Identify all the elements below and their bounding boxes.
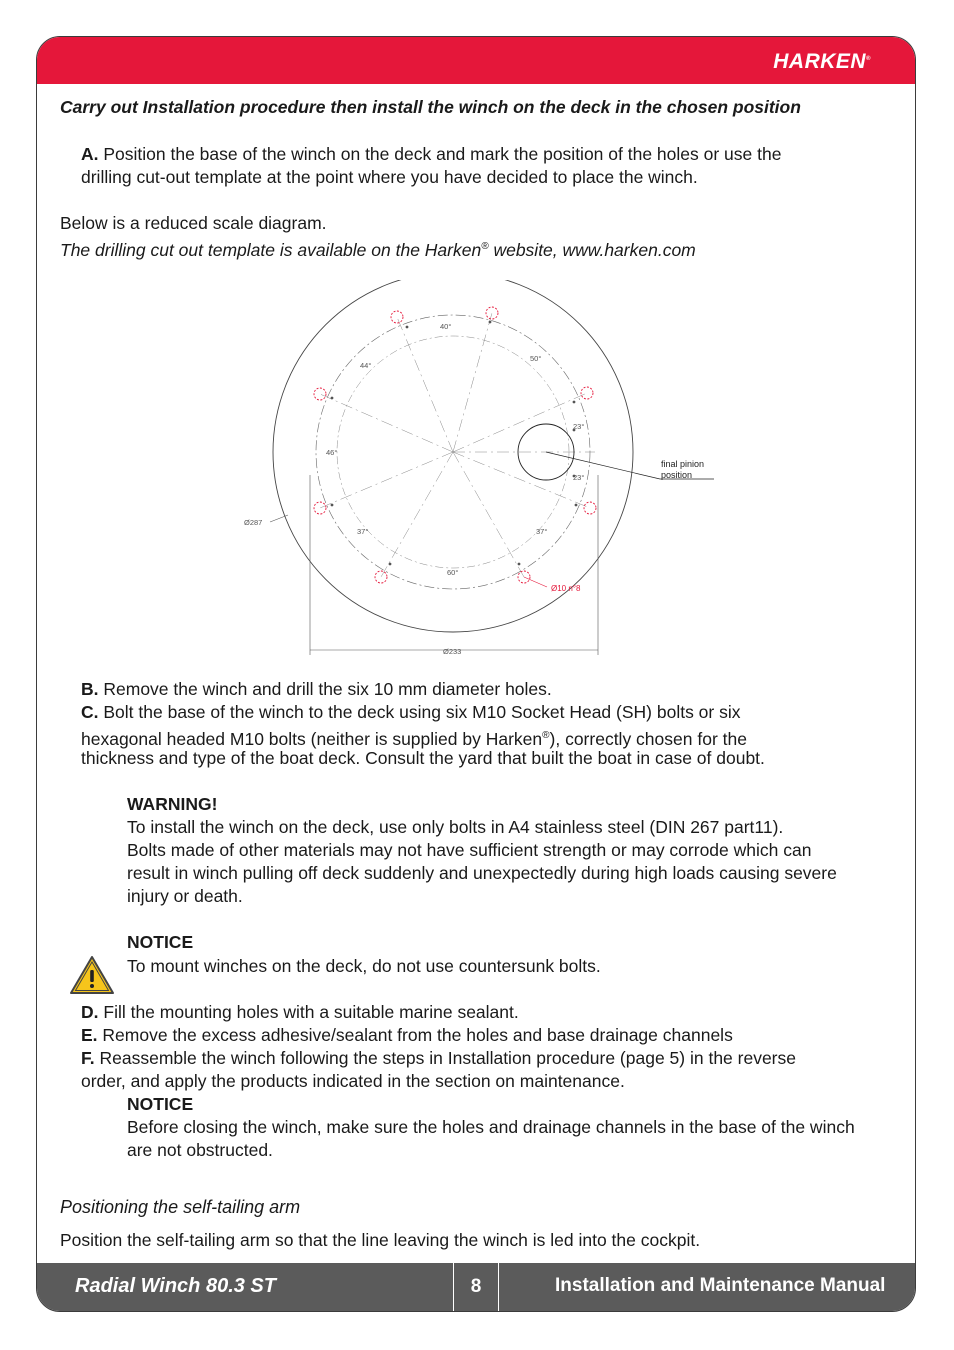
step-e: E. Remove the excess adhesive/sealant from the holes and base drainage channels — [81, 1025, 733, 1045]
section-text: Position the self-tailing arm so that the line leaving the winch is led into the cockpit. — [60, 1230, 701, 1250]
angle-label: 23° — [573, 422, 585, 431]
inner-diameter-label: Ø233 — [443, 647, 462, 656]
intro-heading: Carry out Installation procedure then install the winch on the deck in the chosen position — [60, 97, 801, 117]
step-a: A. Position the base of the winch on the deck and mark the position of the holes or use the — [81, 144, 782, 164]
outer-diameter-label: Ø287 — [244, 518, 263, 527]
warning-line: Bolts made of other materials may not have sufficient strength or may corrode which can — [127, 840, 812, 860]
template-note: The drilling cut out template is available on the Harken® website, www.harken.com — [60, 239, 696, 260]
harken-logo: HARKEN® — [773, 50, 871, 73]
warning-line: result in winch pulling off deck suddenly and unexpectedly during high loads causing severe — [127, 863, 837, 883]
step-c-cont2: thickness and type of the boat deck. Consult the yard that built the boat in case of doubt. — [81, 748, 765, 768]
angle-label: 46° — [326, 448, 338, 457]
angle-label: 50° — [530, 354, 542, 363]
reduced-scale-note: Below is a reduced scale diagram. — [60, 213, 327, 233]
step-a-cont: drilling cut-out template at the point where you have decided to place the winch. — [81, 167, 698, 187]
step-b: B. Remove the winch and drill the six 10 mm diameter holes. — [81, 679, 552, 699]
angle-label: 40° — [440, 322, 452, 331]
notice-text-2: Before closing the winch, make sure the holes and drainage channels in the base of the winch — [127, 1117, 855, 1137]
footer-product-title: Radial Winch 80.3 ST — [75, 1275, 276, 1297]
angle-label: 23° — [573, 473, 585, 482]
drilling-template-diagram — [240, 280, 740, 660]
footer-bar — [37, 1263, 915, 1311]
warning-title: WARNING! — [127, 794, 218, 814]
hole-spec-label: Ø10 n°8 — [551, 584, 581, 593]
header-bar — [37, 37, 915, 84]
pinion-label: final pinion — [661, 459, 705, 469]
section-heading: Positioning the self-tailing arm — [60, 1197, 301, 1217]
angle-label: 37° — [536, 527, 548, 536]
notice-text: To mount winches on the deck, do not use countersunk bolts. — [127, 956, 601, 976]
step-d: D. Fill the mounting holes with a suitable marine sealant. — [81, 1002, 519, 1022]
pinion-leader — [546, 452, 660, 479]
step-c-cont: hexagonal headed M10 bolts (neither is supplied by Harken®), correctly chosen for the — [81, 728, 747, 749]
footer-manual-title: Installation and Maintenance Manual — [555, 1275, 886, 1296]
step-f: F. Reassemble the winch following the steps in Installation procedure (page 5) in the reverse — [81, 1048, 796, 1068]
notice-title-2: NOTICE — [127, 1094, 194, 1114]
step-f-cont: order, and apply the products indicated in the section on maintenance. — [81, 1071, 625, 1091]
notice-title: NOTICE — [127, 932, 194, 952]
pinion-label-2: position — [661, 470, 693, 480]
angle-label: 44° — [360, 361, 372, 370]
angle-label: 60° — [447, 568, 459, 577]
step-c: C. Bolt the base of the winch to the deck using six M10 Socket Head (SH) bolts or six — [81, 702, 741, 722]
warning-line: injury or death. — [127, 886, 243, 906]
page-number: 8 — [453, 1263, 499, 1311]
radial-lines — [320, 313, 595, 577]
angle-label: 37° — [357, 527, 369, 536]
warning-line: To install the winch on the deck, use only bolts in A4 stainless steel (DIN 267 part11). — [127, 817, 784, 837]
notice-text-2b: are not obstructed. — [127, 1140, 273, 1160]
warning-triangle-icon — [68, 954, 116, 996]
